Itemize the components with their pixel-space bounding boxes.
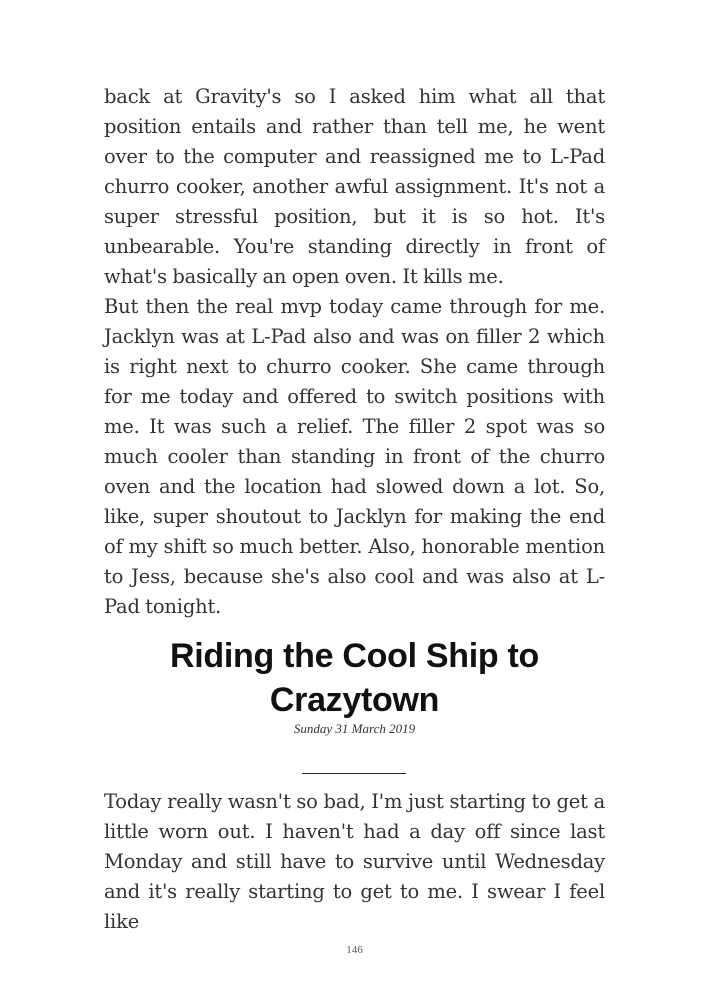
entry-text	[104, 787, 605, 937]
body-paragraph: Today really wasn't so bad, I'm just starting to get a little worn out. I haven't had a day off since last Monday and still have to survive until Wednesday and it's really starting to get to me. I swear I feel like	[104, 790, 605, 933]
body-paragraph: But then the real mvp today came through for me. Jacklyn was at L-Pad also and was on filler 2 which is right next to churro cooker. She came through for me today and offered to switch positions with me. It was such a relief. The filler 2 spot was so much cooler than standing in front of the churro oven and the location had slowed down a lot. So, like, super shoutout to Jacklyn for making the end of my shift so much better. Also, honorable mention to Jess, because she's also cool and was also at L-Pad tonight.	[104, 295, 605, 618]
entry-date: Sunday 31 March 2019	[293, 721, 416, 736]
page-number: 146	[346, 944, 363, 956]
body-paragraph: back at Gravity's so I asked him what all that position entails and rather than tell me, he went over to the computer and reassigned me to L-Pad churro cooker, another awful assignment. It's not a super stressful position, but it is so hot. It's unbearable. You're standing directly in front of what's basically an open oven. It kills me.	[104, 85, 605, 288]
previous-entry-text	[104, 82, 605, 622]
section-divider	[302, 773, 406, 774]
entry-title: Riding the Cool Ship to Crazytown	[170, 637, 539, 719]
